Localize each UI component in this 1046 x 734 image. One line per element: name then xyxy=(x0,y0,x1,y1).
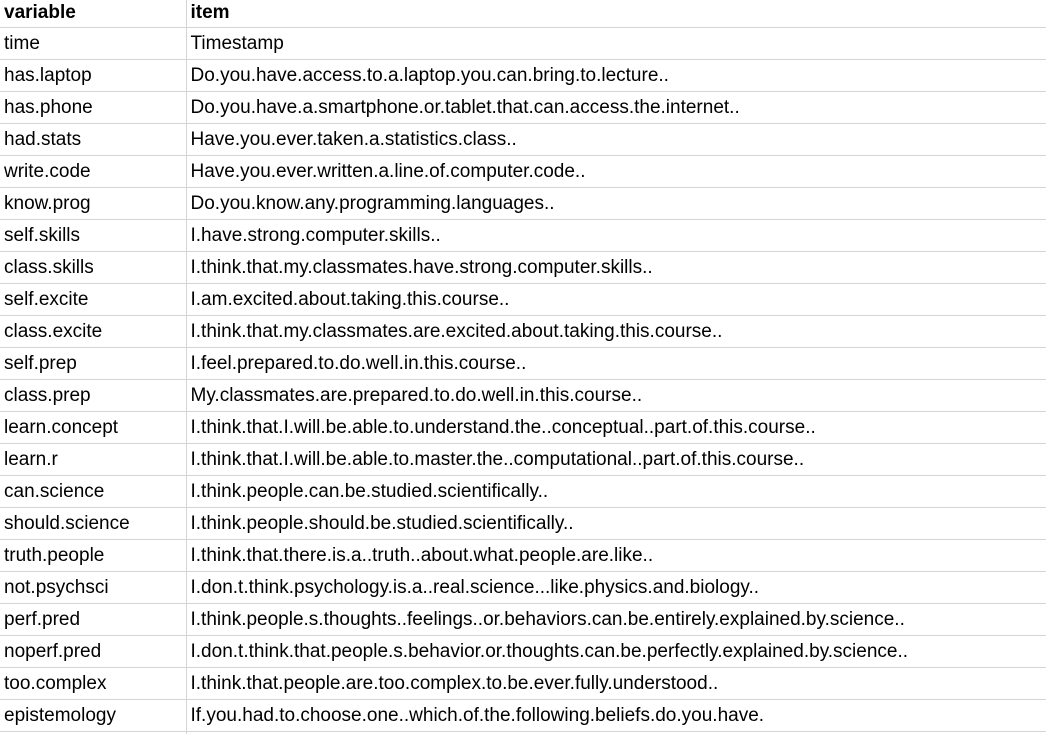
cell-item[interactable]: I.think.that.my.classmates.have.strong.computer.skills.. xyxy=(186,251,1046,283)
cell-variable[interactable]: noperf.pred xyxy=(0,635,186,667)
cell-variable[interactable]: truth.people xyxy=(0,539,186,571)
cell-variable[interactable]: has.phone xyxy=(0,91,186,123)
table-row xyxy=(0,315,1046,347)
table-row xyxy=(0,699,1046,731)
cell-variable[interactable]: should.science xyxy=(0,507,186,539)
table-row xyxy=(0,283,1046,315)
cell-item[interactable]: I.have.strong.computer.skills.. xyxy=(186,219,1046,251)
table-row xyxy=(0,571,1046,603)
cell-item[interactable]: If.you.had.to.choose.one..which.of.the.following.beliefs.do.you.have. xyxy=(186,699,1046,731)
cell-variable[interactable]: not.psychsci xyxy=(0,571,186,603)
cell-variable[interactable]: learn.r xyxy=(0,443,186,475)
cell-variable[interactable]: can.science xyxy=(0,475,186,507)
cell-variable[interactable]: self.skills xyxy=(0,219,186,251)
column-header-variable[interactable]: variable xyxy=(0,0,186,27)
table-row xyxy=(0,635,1046,667)
cell-item[interactable]: I.don.t.think.that.people.s.behavior.or.thoughts.can.be.perfectly.explained.by.science.. xyxy=(186,635,1046,667)
cell-variable[interactable]: know.prog xyxy=(0,187,186,219)
cell-item[interactable]: I.think.that.there.is.a..truth..about.what.people.are.like.. xyxy=(186,539,1046,571)
header-row xyxy=(0,0,1046,27)
table-row xyxy=(0,379,1046,411)
cell-variable[interactable]: self.prep xyxy=(0,347,186,379)
cell-item[interactable]: My.classmates.are.prepared.to.do.well.in.this.course.. xyxy=(186,379,1046,411)
cell-item[interactable]: I.think.that.I.will.be.able.to.understand.the..conceptual..part.of.this.course.. xyxy=(186,411,1046,443)
cell-item[interactable]: Do.you.have.a.smartphone.or.tablet.that.can.access.the.internet.. xyxy=(186,91,1046,123)
table-row xyxy=(0,603,1046,635)
cell-item[interactable]: Do.you.know.any.programming.languages.. xyxy=(186,187,1046,219)
table-row xyxy=(0,507,1046,539)
cell-variable[interactable]: class.excite xyxy=(0,315,186,347)
cell-variable[interactable]: had.stats xyxy=(0,123,186,155)
cell-item[interactable]: Have.you.ever.taken.a.statistics.class.. xyxy=(186,123,1046,155)
table-row xyxy=(0,411,1046,443)
cell-variable[interactable]: too.complex xyxy=(0,667,186,699)
table-row xyxy=(0,59,1046,91)
table-row xyxy=(0,187,1046,219)
cell-item[interactable]: I.think.that.I.will.be.able.to.master.the..computational..part.of.this.course.. xyxy=(186,443,1046,475)
cell-variable[interactable]: time xyxy=(0,27,186,59)
table-row xyxy=(0,27,1046,59)
table-row xyxy=(0,347,1046,379)
cell-variable[interactable]: epistemology xyxy=(0,699,186,731)
cell-item[interactable]: I.think.people.s.thoughts..feelings..or.behaviors.can.be.entirely.explained.by.science.. xyxy=(186,603,1046,635)
column-header-item[interactable]: item xyxy=(186,0,1046,27)
cell-variable[interactable]: class.prep xyxy=(0,379,186,411)
cell-item[interactable]: I.feel.prepared.to.do.well.in.this.course.. xyxy=(186,347,1046,379)
cell-item[interactable]: I.think.people.should.be.studied.scientifically.. xyxy=(186,507,1046,539)
cell-variable[interactable]: perf.pred xyxy=(0,603,186,635)
cell-item[interactable]: I.think.that.people.are.too.complex.to.be.ever.fully.understood.. xyxy=(186,667,1046,699)
table-row xyxy=(0,219,1046,251)
table-row xyxy=(0,123,1046,155)
cell-item[interactable]: Do.you.have.access.to.a.laptop.you.can.bring.to.lecture.. xyxy=(186,59,1046,91)
cell-item[interactable]: I.think.that.my.classmates.are.excited.about.taking.this.course.. xyxy=(186,315,1046,347)
table-row xyxy=(0,667,1046,699)
cell-variable[interactable]: write.code xyxy=(0,155,186,187)
table-row xyxy=(0,251,1046,283)
cell-item[interactable]: Timestamp xyxy=(186,27,1046,59)
cell-item[interactable]: I.am.excited.about.taking.this.course.. xyxy=(186,283,1046,315)
cell-variable[interactable]: has.laptop xyxy=(0,59,186,91)
table-row xyxy=(0,539,1046,571)
cell-item[interactable]: Have.you.ever.written.a.line.of.computer.code.. xyxy=(186,155,1046,187)
cell-variable[interactable]: self.excite xyxy=(0,283,186,315)
table-row xyxy=(0,475,1046,507)
table-row xyxy=(0,155,1046,187)
cell-variable[interactable]: class.skills xyxy=(0,251,186,283)
table-row xyxy=(0,443,1046,475)
table-row xyxy=(0,91,1046,123)
cell-item[interactable]: I.don.t.think.psychology.is.a..real.science...like.physics.and.biology.. xyxy=(186,571,1046,603)
cell-item[interactable]: I.think.people.can.be.studied.scientifically.. xyxy=(186,475,1046,507)
cell-variable[interactable]: learn.concept xyxy=(0,411,186,443)
